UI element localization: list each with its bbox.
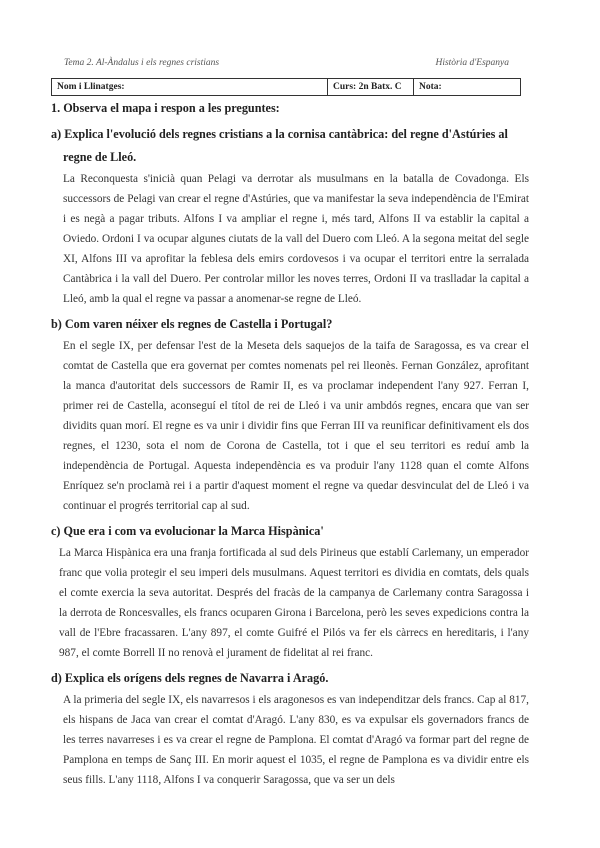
question-b: b) Com varen néixer els regnes de Castella i Portugal? [51, 317, 333, 331]
answer-b: En el segle IX, per defensar l'est de la Meseta dels saquejos de la taifa de Saragossa, es va crear el comtat de Castella que era governat per comtes nomenats pel rei lleonès. Fernan González, aprofitant la manca d'autoritat dels successors de Ramir II, es va proclamar independent l'any 927. Ferran I, primer rei de Castella, aconseguí el títol de rei de Lleó i va unir ambdós regnes, encara que van ser dividits quan morí. El regne es va unir i dividir fins que Ferran III va reunificar definitivament els dos regnes, el 1230, sota el nom de Corona de Castella, tot i que el seu territori es reduí amb la independència de Portugal. Aquesta independència es va produir l'any 1128 quan el comte Alfons Enríquez se'n proclamà rei i a partir d'aquest moment el regne va quedar desvinculat del de Lleó i va continuar el progrés territorial cap al sud. [63, 340, 529, 512]
question-a: a) Explica l'evolució dels regnes cristians a la cornisa cantàbrica: del regne d'Astúries al regne de Lleó. [51, 127, 508, 164]
header-topic: Tema 2. Al-Àndalus i els regnes cristians [64, 58, 220, 68]
header-subject: Història d'Espanya [435, 58, 509, 68]
grade-field: Nota: [414, 79, 521, 96]
name-field: Nom i Llinatges: [52, 79, 328, 96]
question-c: c) Que era i com va evolucionar la Marca Hispànica' [51, 524, 324, 538]
course-field: Curs: 2n Batx. C [328, 79, 414, 96]
exercise-content [51, 100, 529, 794]
student-info-table [51, 78, 521, 96]
exercise-title: 1. Observa el mapa i respon a les preguntes: [51, 101, 280, 115]
answer-a: La Reconquesta s'inicià quan Pelagi va derrotar als musulmans en la batalla de Covadonga. Els successors de Pelagi van crear el regne d'Astúries, que va manifestar la seva independència de l'Emirat i es negà a pagar tributs. Alfons I va ampliar el regne i, més tard, Alfons II va establir la capital a Oviedo. Ordoni I va ocupar algunes ciutats de la vall del Duero com Lleó. A la segona meitat del segle XI, Alfons III va aprofitar la feblesa dels emirs cordovesos i va ocupar el territori entre la serralada Cantàbrica i la vall del Duero. Per controlar millor les noves terres, Ordoni II va traslladar la capital a Lleó, amb la qual el regne va passar a anomenar-se regne de Lleó. [63, 173, 529, 305]
question-d: d) Explica els orígens dels regnes de Navarra i Aragó. [51, 671, 329, 685]
answer-d: A la primeria del segle IX, els navarresos i els aragonesos es van independitzar dels francs. Cap al 817, els hispans de Jaca van crear el comtat d'Aragó. L'any 830, es va expulsar els governadors francs de les terres navarreses i es va crear el regne de Pamplona. El comtat d'Aragó va formar part del regne de Pamplona en temps de Sanç III. En morir aquest el 1035, el regne de Pamplona es va dividir entre els seus fills. L'any 1118, Alfons I va conquerir Saragossa, que va ser un dels [63, 694, 529, 786]
answer-c: La Marca Hispànica era una franja fortificada al sud dels Pirineus que establí Carlemany, un emperador franc que volia protegir el seu imperi dels musulmans. Aquest territori es dividia en comtats, dels quals el comte exercia la seva autoritat. Després del fracàs de la campanya de Carlemany contra Saragossa i la derrota de Roncesvalles, els francs ocuparen Girona i Barcelona, però les seves expedicions contra la vall de l'Ebre fracassaren. L'any 897, el comte Guifré el Pilós va fer els càrrecs en hereditaris, i l'any 987, el comte Borrell II no renovà el jurament de fidelitat al rei franc. [59, 547, 529, 659]
page-header [64, 58, 519, 68]
